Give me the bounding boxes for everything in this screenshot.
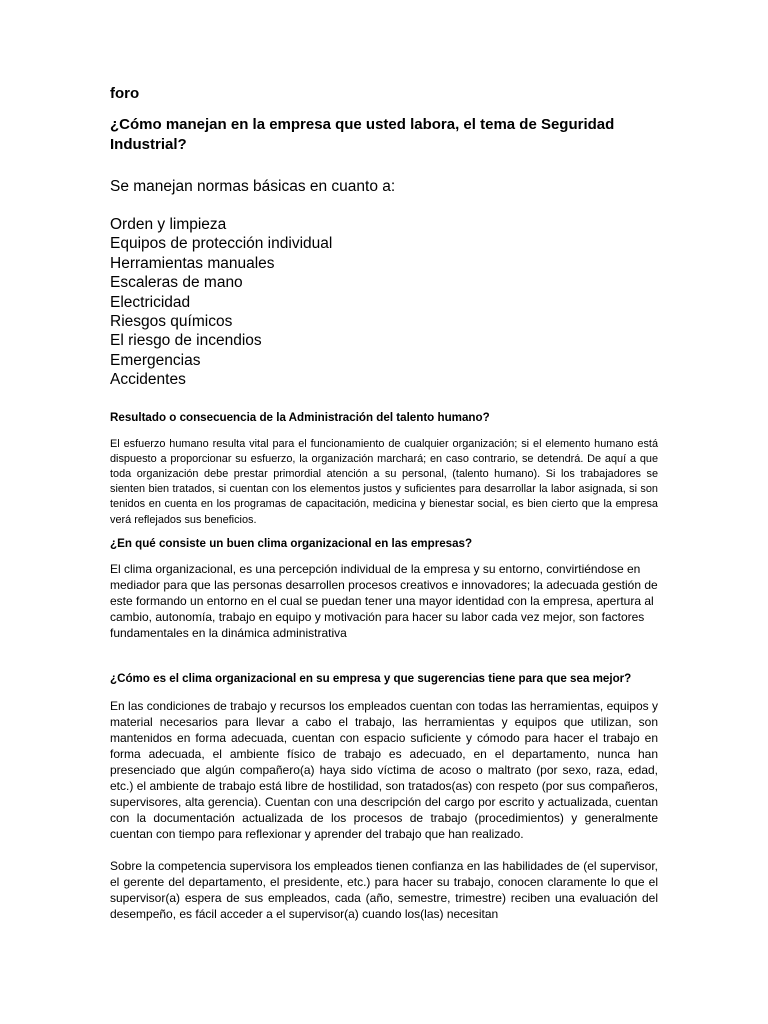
list-item: Herramientas manuales: [110, 254, 275, 272]
company-climate-body-2: Sobre la competencia supervisora los empleados tienen confianza en las habilidades de (el supervisor, el gerente del departamento, el presidente, etc.) para hacer su trabajo, conocen claramente lo que el supervisor(a) espera de sus empleados, cada (año, semestre, trimestre) reciben una evaluación del desempeño, es fácil acceder a el supervisor(a) cuando los(las) necesitan: [110, 858, 658, 921]
list-item: Emergencias: [110, 351, 201, 369]
document-content: [110, 84, 658, 922]
list-item: Accidentes: [110, 371, 186, 389]
doc-title: foro: [110, 85, 140, 102]
list-item: El riesgo de incendios: [110, 332, 262, 350]
list-item: Orden y limpieza: [110, 216, 227, 233]
talent-body: El esfuerzo humano resulta vital para el funcionamiento de cualquier organización; si el elemento humano está dispuesto a proporcionar su esfuerzo, la organización marchará; en caso contrario, se detendrá. De aquí a que toda organización debe prestar primordial atención a su personal, (talento humano). Si los trabajadores se sienten bien tratados, si cuentan con los elementos justos y suficientes para desarrollar la labor asignada, si son tenidos en cuenta en los programas de capacitación, medicina y bienestar social, es bien cierto que la empresa verá reflejados sus beneficios.: [110, 437, 658, 526]
list-item: Equipos de protección individual: [110, 235, 333, 253]
list-item: Electricidad: [110, 293, 191, 311]
main-question: ¿Cómo manejan en la empresa que usted labora, el tema de Seguridad Industrial?: [110, 116, 615, 153]
intro-text: Se manejan normas básicas en cuanto a:: [110, 178, 396, 195]
talent-heading: Resultado o consecuencia de la Administración del talento humano?: [110, 410, 490, 424]
list-item: Escaleras de mano: [110, 274, 243, 292]
company-climate-body-1: En las condiciones de trabajo y recursos los empleados cuentan con todas las herramientas, equipos y material necesarios para llevar a cabo el trabajo, las herramientas y equipos que utilizan, son mantenidos en forma adecuada, cuentan con espacio suficiente y cómodo para hacer el trabajo en forma adecuada, el ambiente físico de trabajo es adecuado, en el departamento, nunca han presenciado que algún compañero(a) haya sido víctima de acoso o maltrato (por sexo, raza, edad, etc.) el ambiente de trabajo está libre de hostilidad, son tratados(as) con respeto (por sus compañeros, supervisores, alta gerencia). Cuentan con una descripción del cargo por escrito y actualizada, cuentan con la documentación actualizada de los procesos de trabajo (procedimientos) y generalmente cuentan con tiempo para reflexionar y aprender del trabajo que han realizado.: [110, 698, 658, 841]
company-climate-heading: ¿Cómo es el clima organizacional en su empresa y que sugerencias tiene para que sea mejor?: [110, 671, 632, 685]
climate-heading: ¿En qué consiste un buen clima organizacional en las empresas?: [110, 536, 473, 550]
norms-list: [110, 215, 658, 390]
list-item: Riesgos químicos: [110, 313, 233, 331]
climate-body: El clima organizacional, es una percepción individual de la empresa y su entorno, convirtiéndose en mediador para que las personas desarrollen procesos creativos e innovadores; la adecuada gestión de este formando un entorno en el cual se puedan tener una mayor identidad con la empresa, apertura al cambio, autonomía, trabajo en equipo y motivación para hacer su labor cada vez mejor, son factores fundamentales en la dinámica administrativa: [110, 561, 658, 640]
